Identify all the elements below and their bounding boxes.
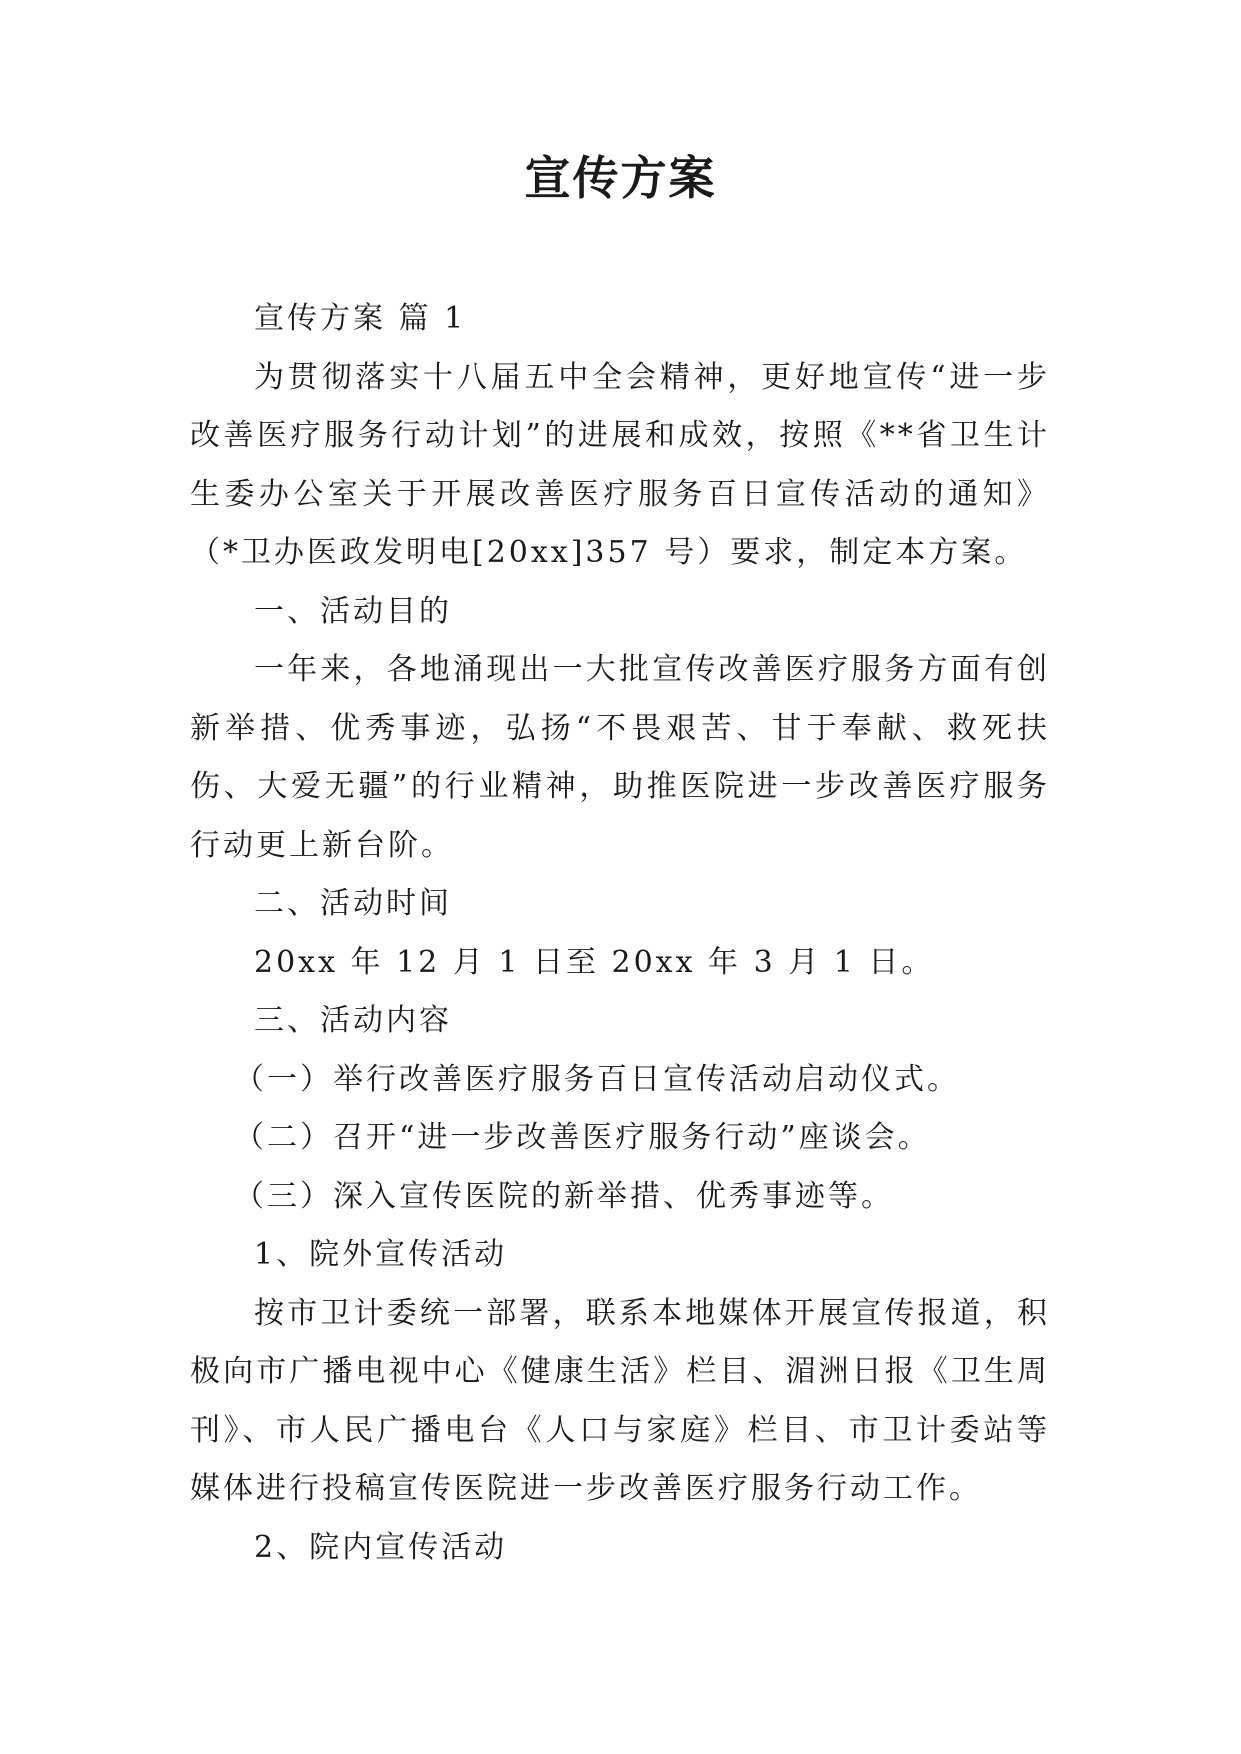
list-item: （三）深入宣传医院的新举措、优秀事迹等。 [234, 1178, 894, 1214]
body-paragraph: 一年来，各地涌现出一大批宣传改善医疗服务方面有创新举措、优秀事迹，弘扬“不畏艰苦、甘于奉献、救死扶伤、大爱无疆”的行业精神，助推医院进一步改善医疗服务行动更上新台阶。 [190, 652, 1050, 863]
document-body [190, 290, 1050, 1577]
section-heading: 2、院内宣传活动 [254, 1529, 508, 1565]
document-title: 宣传方案 [524, 151, 717, 205]
section-heading: 三、活动内容 [254, 1003, 452, 1038]
body-paragraph: 按市卫计委统一部署，联系本地媒体开展宣传报道，积极向市广播电视中心《健康生活》栏目、湄洲日报《卫生周刊》、市人民广播电台《人口与家庭》栏目、市卫计委站等媒体进行投稿宣传医院进一步改善医疗服务行动工作。 [190, 1295, 1050, 1506]
section-heading: 二、活动时间 [254, 886, 452, 921]
section-heading: 一、活动目的 [254, 593, 452, 629]
body-paragraph: 20xx 年 12 月 1 日至 20xx 年 3 月 1 日。 [254, 944, 935, 980]
section-heading: 宣传方案 篇 1 [254, 301, 467, 336]
section-heading: 1、院外宣传活动 [254, 1237, 508, 1272]
body-paragraph: 为贯彻落实十八届五中全会精神，更好地宣传“进一步改善医疗服务行动计划”的进展和成效，按照《**省卫生计生委办公室关于开展改善医疗服务百日宣传活动的通知》（*卫办医政发明电[20xx]357 号）要求，制定本方案。 [190, 359, 1050, 570]
list-item: （二）召开“进一步改善医疗服务行动”座谈会。 [234, 1120, 931, 1155]
list-item: （一）举行改善医疗服务百日宣传活动启动仪式。 [234, 1061, 960, 1097]
